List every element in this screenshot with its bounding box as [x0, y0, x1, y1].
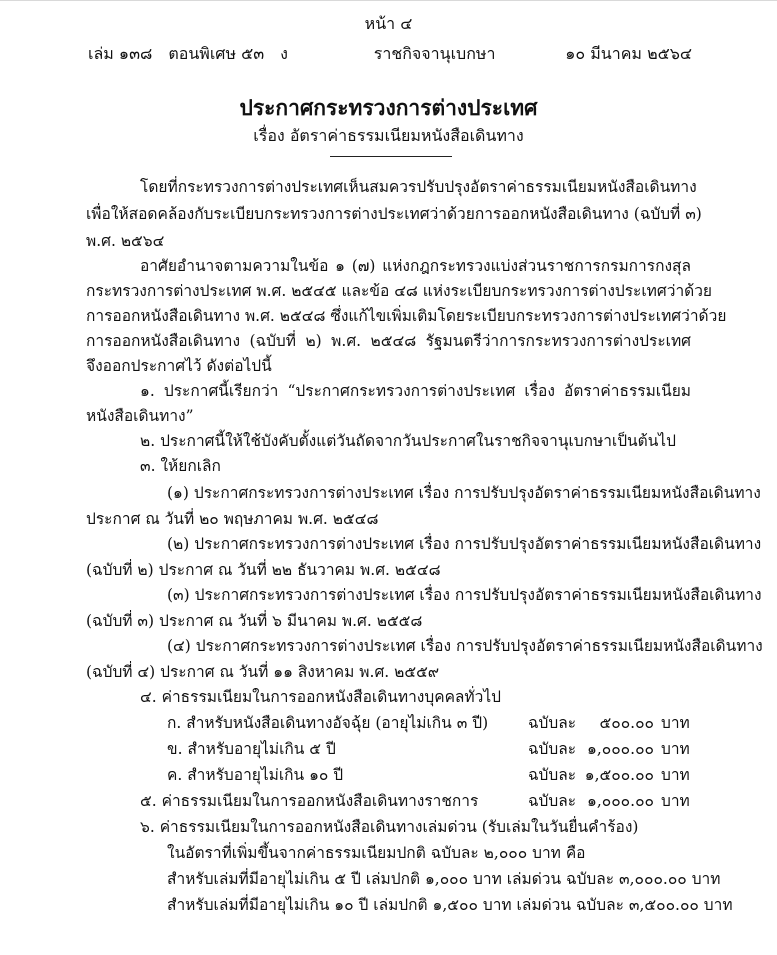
page-top-border — [0, 0, 777, 1]
announcement-title: ประกาศกระทรวงการต่างประเทศ — [239, 95, 538, 120]
gazette-date: ๑๐ มีนาคม ๒๕๖๔ — [565, 44, 692, 63]
fee-currency: บาท — [661, 714, 690, 732]
page-number: หน้า ๔ — [364, 14, 413, 33]
fee-description: ก. สำหรับหนังสือเดินทางอัจฉุ้ย (อายุไม่เกิน ๓ ปี) — [167, 714, 489, 732]
fee-amount: ๕๐๐.๐๐ — [599, 714, 654, 732]
announcement-subject: เรื่อง อัตราค่าธรรมเนียมหนังสือเดินทาง — [253, 126, 524, 145]
fee-description: ค. สำหรับอายุไม่เกิน ๑๐ ปี — [167, 766, 344, 784]
fee-currency: บาท — [661, 766, 690, 784]
fee-amount: ๑,๐๐๐.๐๐ — [587, 740, 654, 758]
repeal-item-line: (๓) ประกาศกระทรวงการต่างประเทศ เรื่อง การปรับปรุงอัตราค่าธรรมเนียมหนังสือเดินทาง — [167, 586, 762, 604]
clause-4-heading: ๔. ค่าธรรมเนียมในการออกหนังสือเดินทางบุคคลทั่วไป — [140, 688, 501, 706]
gazette-section: ตอนพิเศษ ๕๓ — [168, 44, 265, 63]
authority-line: กระทรวงการต่างประเทศ พ.ศ. ๒๕๔๕ และข้อ ๔๘ แห่งระเบียบกระทรวงการต่างประเทศว่าด้วย — [86, 282, 712, 300]
gazette-issue — [88, 42, 304, 67]
intro-line: เพื่อให้สอดคล้องกับระเบียบกระทรวงการต่างประเทศว่าด้วยการออกหนังสือเดินทาง (ฉบับที่ ๓) — [86, 205, 702, 223]
intro-line: โดยที่กระทรวงการต่างประเทศเห็นสมควรปรับปรุงอัตราค่าธรรมเนียมหนังสือเดินทาง — [140, 178, 697, 196]
repeal-item-line: ประกาศ ณ วันที่ ๒๐ พฤษภาคม พ.ศ. ๒๕๔๘ — [86, 510, 379, 528]
fee-unit: ฉบับละ — [528, 714, 577, 732]
gazette-volume: เล่ม ๑๓๘ — [88, 44, 153, 63]
clause-6-line: สำหรับเล่มที่มีอายุไม่เกิน ๕ ปี เล่มปกติ ๑,๐๐๐ บาท เล่มด่วน ฉบับละ ๓,๐๐๐.๐๐ บาท — [167, 870, 721, 888]
repeal-item-line: (๒) ประกาศกระทรวงการต่างประเทศ เรื่อง การปรับปรุงอัตราค่าธรรมเนียมหนังสือเดินทาง — [167, 535, 762, 553]
authority-line: การออกหนังสือเดินทาง (ฉบับที่ ๒) พ.ศ. ๒๕๔๘ รัฐมนตรีว่าการกระทรวงการต่างประเทศ — [86, 332, 691, 350]
clause-6-line: สำหรับเล่มที่มีอายุไม่เกิน ๑๐ ปี เล่มปกติ ๑,๕๐๐ บาท เล่มด่วน ฉบับละ ๓,๕๐๐.๐๐ บาท — [167, 896, 733, 914]
clause-6-heading: ๖. ค่าธรรมเนียมในการออกหนังสือเดินทางเล่มด่วน (รับเล่มในวันยื่นคำร้อง) — [140, 818, 639, 836]
clause-2: ๒. ประกาศนี้ให้ใช้บังคับตั้งแต่วันถัดจากวันประกาศในราชกิจจานุเบกษาเป็นต้นไป — [140, 432, 676, 450]
clause-1-line: หนังสือเดินทาง” — [86, 407, 194, 425]
authority-line: จึงออกประกาศไว้ ดังต่อไปนี้ — [86, 357, 272, 375]
fee-currency: บาท — [661, 740, 690, 758]
authority-line: การออกหนังสือเดินทาง พ.ศ. ๒๕๔๘ ซึ่งแก้ไขเพิ่มเติมโดยระเบียบกระทรวงการต่างประเทศว่าด้วย — [86, 307, 727, 325]
authority-line: อาศัยอำนาจตามความในข้อ ๑ (๗) แห่งกฎกระทรวงแบ่งส่วนราชการกรมการกงสุล — [140, 257, 691, 275]
title-divider — [330, 156, 452, 157]
fee-amount: ๑,๕๐๐.๐๐ — [584, 766, 654, 784]
clause-1-line: ๑. ประกาศนี้เรียกว่า “ประกาศกระทรวงการต่างประเทศ เรื่อง อัตราค่าธรรมเนียม — [140, 382, 691, 400]
repeal-item-line: (๔) ประกาศกระทรวงการต่างประเทศ เรื่อง การปรับปรุงอัตราค่าธรรมเนียมหนังสือเดินทาง — [167, 637, 763, 655]
fee-description: ข. สำหรับอายุไม่เกิน ๕ ปี — [167, 740, 336, 758]
fee-unit: ฉบับละ — [528, 792, 577, 810]
intro-line: พ.ศ. ๒๕๖๔ — [86, 232, 165, 250]
fee-amount: ๑,๐๐๐.๐๐ — [587, 792, 654, 810]
fee-currency: บาท — [661, 792, 690, 810]
gazette-header-row — [88, 42, 692, 67]
repeal-item-line: (ฉบับที่ ๒) ประกาศ ณ วันที่ ๒๒ ธันวาคม พ.ศ. ๒๕๔๘ — [86, 561, 441, 579]
clause-3-heading: ๓. ให้ยกเลิก — [140, 457, 221, 475]
gazette-kind: ง — [280, 44, 288, 63]
clause-6-line: ในอัตราที่เพิ่มขึ้นจากค่าธรรมเนียมปกติ ฉบับละ ๒,๐๐๐ บาท คือ — [167, 844, 586, 862]
clause-5-description: ๕. ค่าธรรมเนียมในการออกหนังสือเดินทางราชการ — [140, 792, 479, 810]
repeal-item-line: (ฉบับที่ ๓) ประกาศ ณ วันที่ ๖ มีนาคม พ.ศ. ๒๕๕๘ — [86, 612, 423, 630]
fee-unit: ฉบับละ — [528, 766, 577, 784]
repeal-item-line: (๑) ประกาศกระทรวงการต่างประเทศ เรื่อง การปรับปรุงอัตราค่าธรรมเนียมหนังสือเดินทาง — [167, 484, 761, 502]
gazette-name: ราชกิจจานุเบกษา — [373, 44, 496, 63]
repeal-item-line: (ฉบับที่ ๔) ประกาศ ณ วันที่ ๑๑ สิงหาคม พ.ศ. ๒๕๕๙ — [86, 663, 440, 681]
fee-unit: ฉบับละ — [528, 740, 577, 758]
